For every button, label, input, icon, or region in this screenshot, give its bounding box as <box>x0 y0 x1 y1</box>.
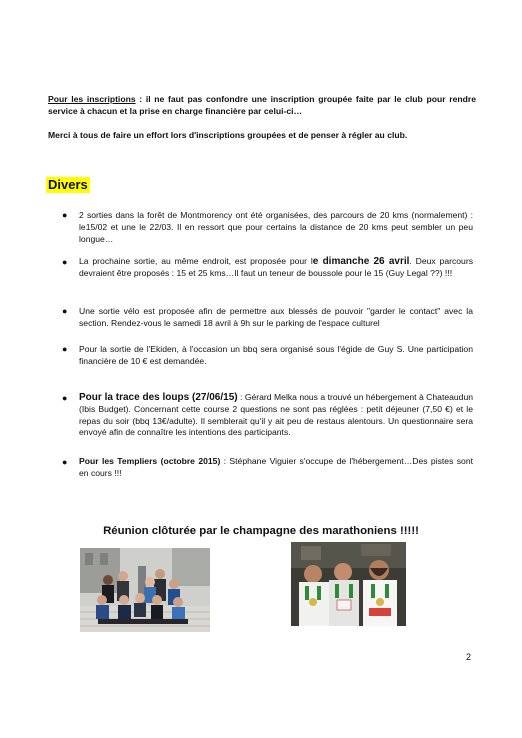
inscriptions-text: : il ne faut pas confondre une inscription groupée faite par le club pour rendre service à chacun et la prise en charge financière par celui-ci… <box>48 94 476 116</box>
reunion-caption: Réunion clôturée par le champagne des marathoniens !!!!! <box>103 525 419 537</box>
bullet-icon: ● <box>62 257 68 267</box>
marathon-runners-photo <box>291 542 406 626</box>
divers-heading: Divers <box>48 177 88 192</box>
list-item-text: : Gérard Melka nous a trouvé un hébergement à Chateaudun (Ibis Budget). Concernant cette course 2 questions ne sont pas réglées : petit déjeuner (7,50 €) et le repas du soir (bbq 13€/adulte). Il semblerait qu'il y ait peu de restaus alentours. Un questionnaire sera envoyé afin de connaître les intentions des participants. <box>79 392 474 438</box>
inscriptions-paragraph <box>48 93 476 117</box>
merci-paragraph: Merci à tous de faire un effort lors d'inscriptions groupées et de penser à régler au club. <box>48 130 408 140</box>
list-item: 2 sorties dans la forêt de Montmorency ont été organisées, des parcours de 20 kms (normalement) : le15/02 et une le 22/03. Il en ressort que pour certains la distance de 20 kms peut sembler un peu longue… <box>79 210 473 244</box>
list-item-title: Pour les Templiers (octobre 2015) <box>79 456 221 466</box>
group-photo-steps <box>80 548 210 632</box>
list-item <box>79 456 473 480</box>
runners-photo-illustration <box>291 542 406 626</box>
bullet-icon: ● <box>62 393 68 403</box>
list-item-date: e dimanche 26 avril <box>312 256 410 267</box>
list-item-text: . Deux parcours devraient être proposés : 15 et 25 kms…Il faut un teneur de boussole pour le 15 (Guy Legal ??) !!! <box>79 256 473 278</box>
list-item: Une sortie vélo est proposée afin de permettre aux blessés de pouvoir "garder le contact" avec la section. Rendez-vous le samedi 18 avril à 9h sur le parking de l'espace culturel <box>79 306 473 328</box>
page-number: 2 <box>466 652 472 662</box>
list-item-text: : Stéphane Viguier s'occupe de l'hébergement…Des pistes sont en cours !!! <box>79 456 473 478</box>
bullet-icon: ● <box>62 306 68 316</box>
list-item-text: La prochaine sortie, au même endroit, est proposée pour l <box>79 256 313 266</box>
list-item: Pour la sortie de l'Ekiden, à l'occasion un bbq sera organisé sous l'égide de Guy S. Une participation financière de 10 € est demandée. <box>79 344 473 366</box>
list-item-title: Pour la trace des loups (27/06/15) <box>79 392 238 403</box>
group-photo-illustration <box>80 548 210 632</box>
bullet-icon: ● <box>62 457 68 467</box>
bullet-icon: ● <box>62 210 68 220</box>
bullet-icon: ● <box>62 344 68 354</box>
inscriptions-lead: Pour les inscriptions <box>48 94 136 104</box>
list-item <box>79 392 473 439</box>
list-item <box>79 256 473 280</box>
